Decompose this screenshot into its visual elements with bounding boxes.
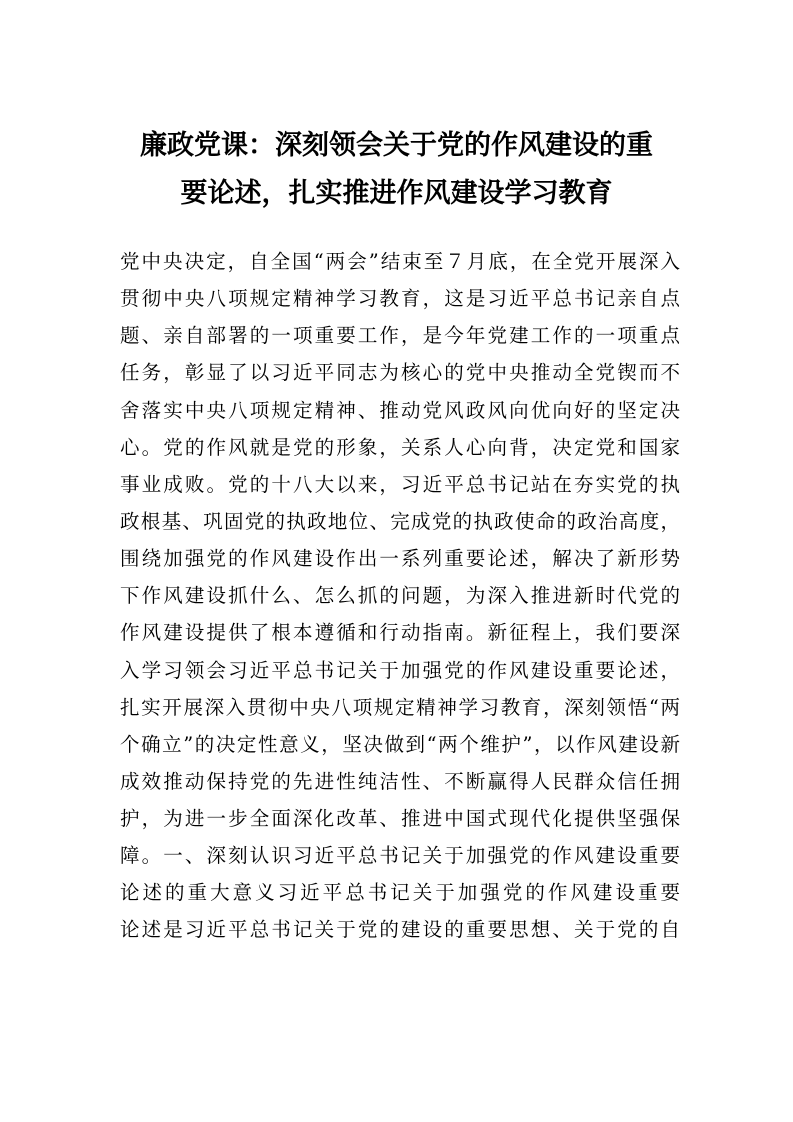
body-line: 下作风建设抓什么、怎么抓的问题，为深入推进新时代党的 bbox=[120, 584, 680, 607]
body-line: 入学习领会习近平总书记关于加强党的作风建设重要论述， bbox=[120, 659, 680, 682]
body-line: 围绕加强党的作风建设作出一系列重要论述，解决了新形势 bbox=[120, 547, 680, 570]
body-line: 护，为进一步全面深化改革、推进中国式现代化提供坚强保 bbox=[120, 807, 680, 830]
body-line: 成效推动保持党的先进性纯洁性、不断赢得人民群众信任拥 bbox=[120, 770, 680, 793]
body-line: 贯彻中央八项规定精神学习教育，这是习近平总书记亲自点 bbox=[120, 287, 680, 310]
body-line: 舍落实中央八项规定精神、推动党风政风向优向好的坚定决 bbox=[120, 399, 680, 422]
body-line: 论述的重大意义习近平总书记关于加强党的作风建设重要 bbox=[120, 881, 680, 904]
document-title-line-1: 廉政党课：深刻领会关于党的作风建设的重 bbox=[140, 130, 653, 161]
body-line: 障。一、深刻认识习近平总书记关于加强党的作风建设重要 bbox=[120, 844, 680, 867]
body-line: 任务，彰显了以习近平同志为核心的党中央推动全党锲而不 bbox=[120, 361, 680, 384]
body-line: 题、亲自部署的一项重要工作，是今年党建工作的一项重点 bbox=[120, 324, 680, 347]
body-line: 作风建设提供了根本遵循和行动指南。新征程上，我们要深 bbox=[120, 621, 680, 644]
body-line: 政根基、巩固党的执政地位、完成党的执政使命的政治高度， bbox=[120, 510, 680, 533]
body-line: 事业成败。党的十八大以来，习近平总书记站在夯实党的执 bbox=[120, 473, 680, 496]
body-line: 论述是习近平总书记关于党的建设的重要思想、关于党的自 bbox=[120, 918, 680, 941]
body-line: 党中央决定，自全国“两会”结束至７月底，在全党开展深入 bbox=[120, 250, 680, 273]
document-title-line-2: 要论述，扎实推进作风建设学习教育 bbox=[180, 178, 613, 209]
body-line: 扎实开展深入贯彻中央八项规定精神学习教育，深刻领悟“两 bbox=[120, 696, 680, 719]
body-line: 心。党的作风就是党的形象，关系人心向背，决定党和国家 bbox=[120, 436, 680, 459]
body-line: 个确立”的决定性意义，坚决做到“两个维护”，以作风建设新 bbox=[120, 733, 680, 756]
